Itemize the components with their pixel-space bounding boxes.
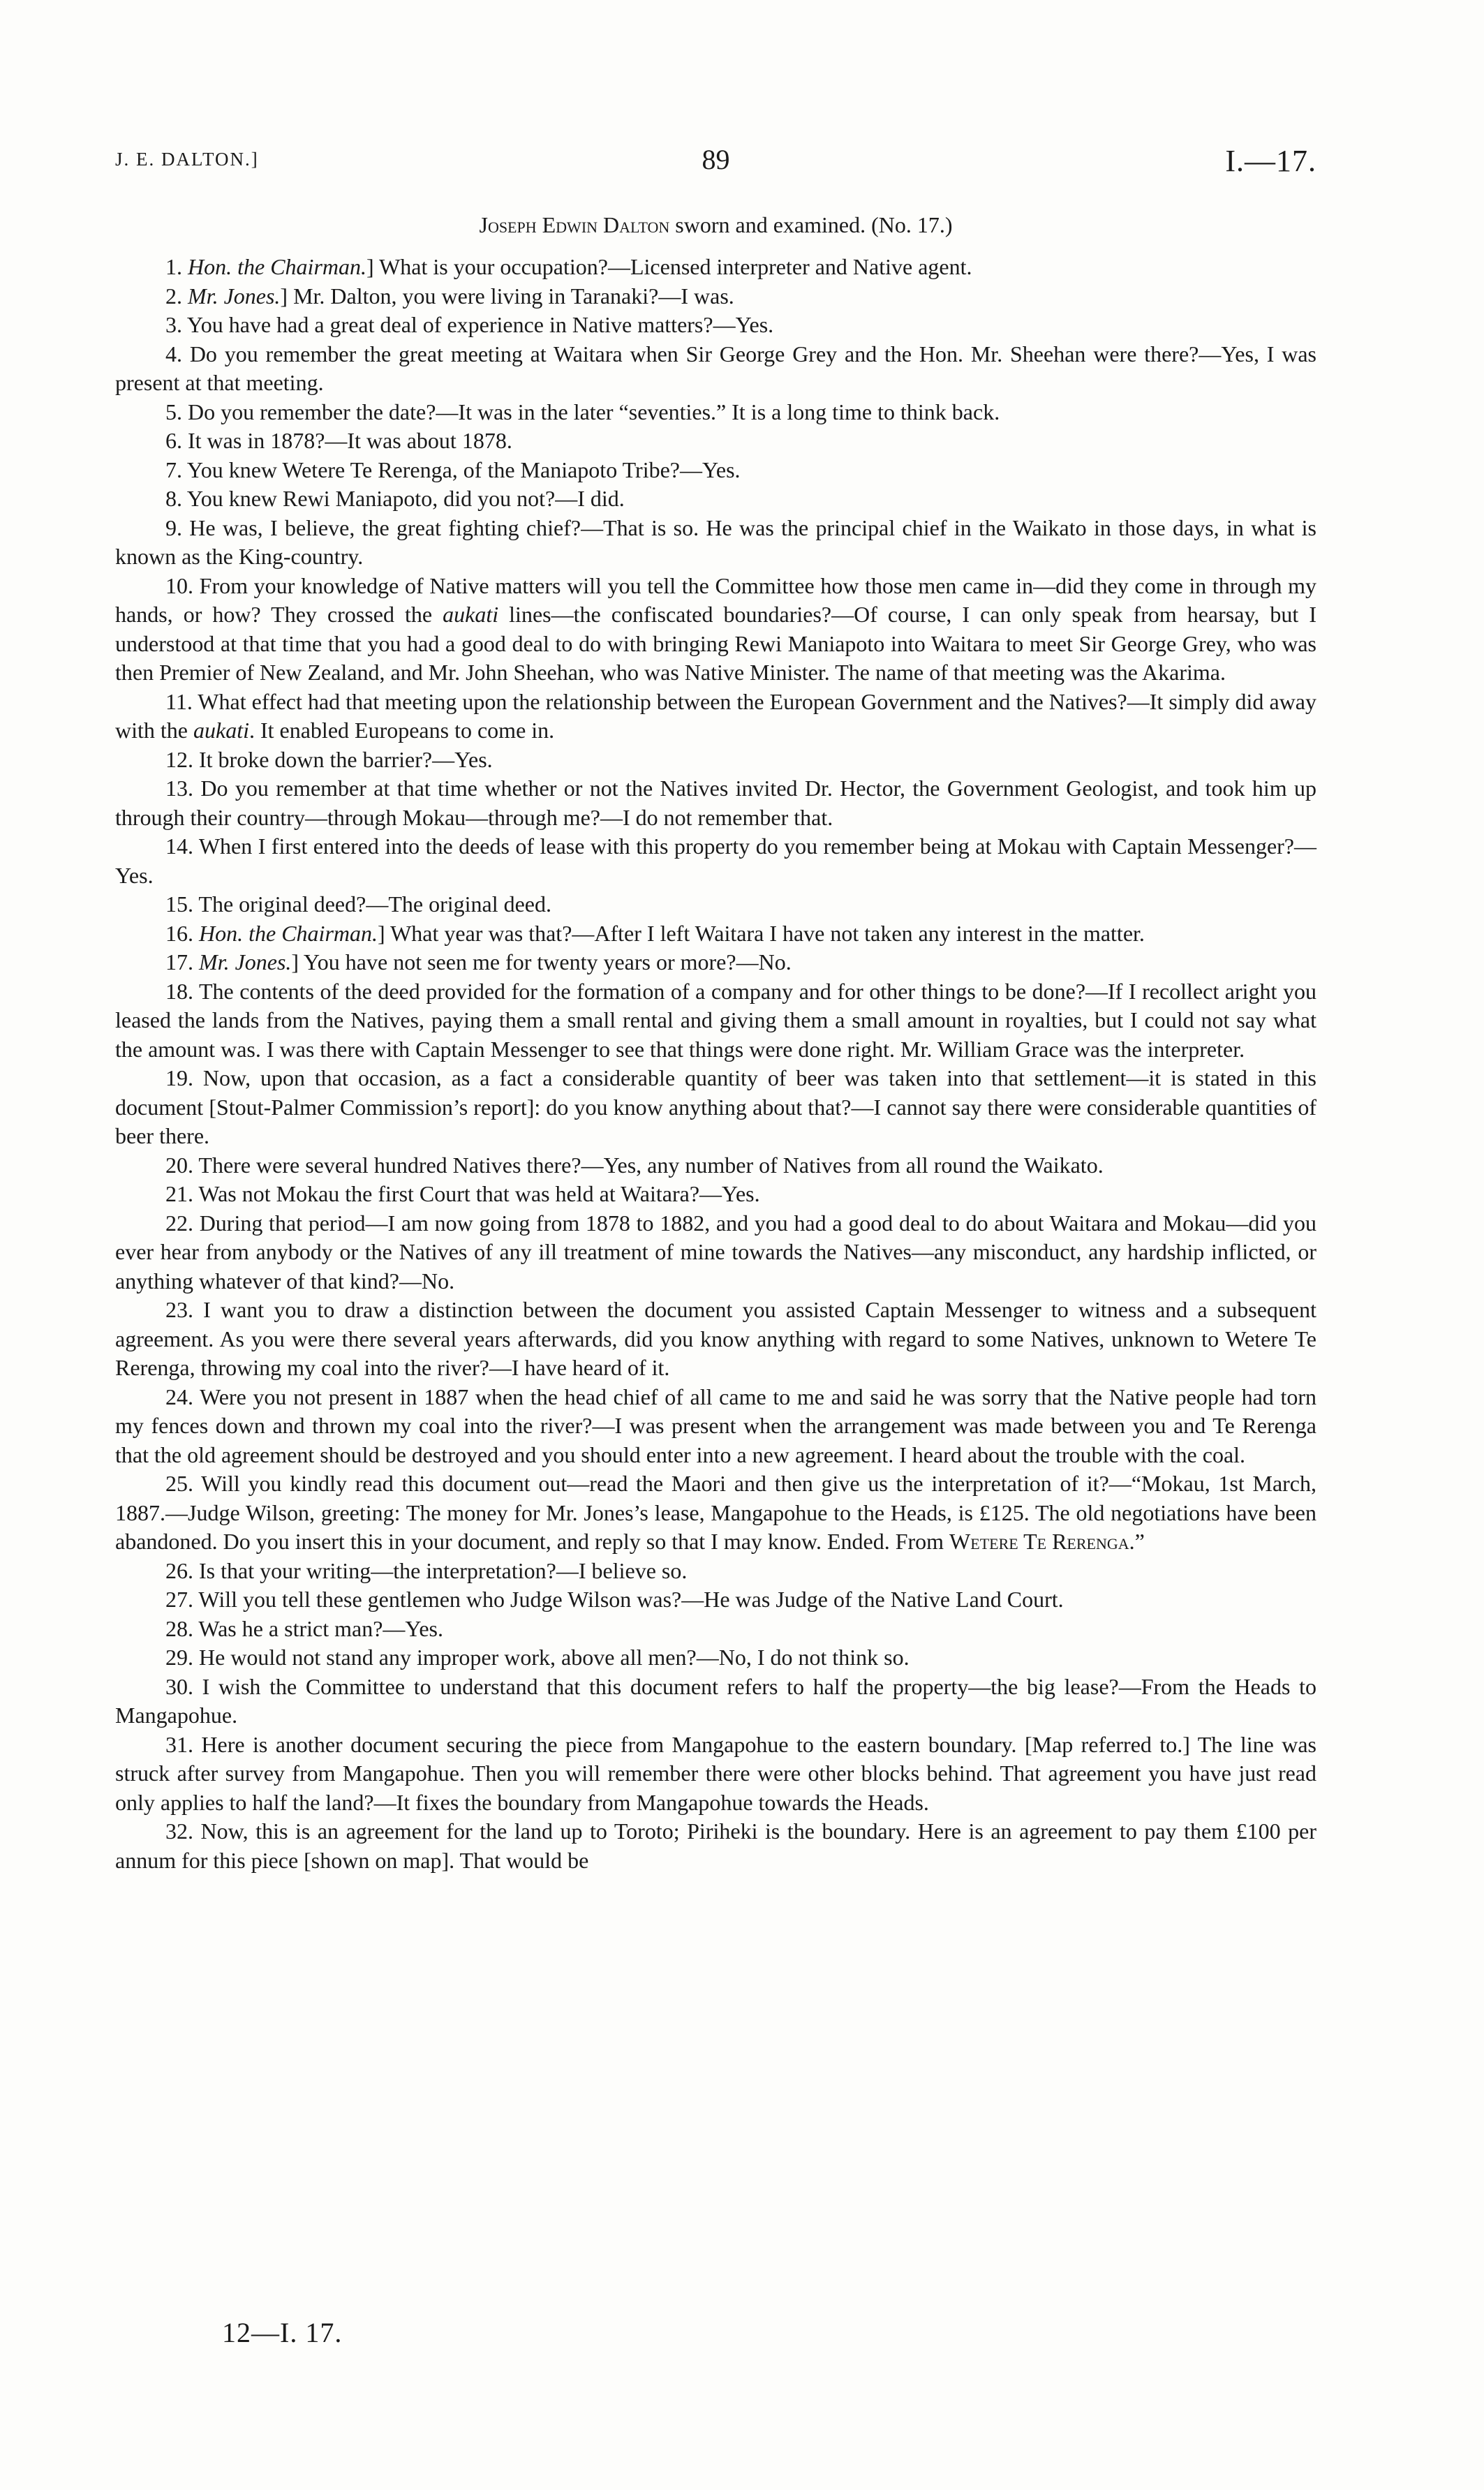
question-25: 25. Will you kindly read this document out—read the Maori and then give us the interpretation of it?—“Mokau, 1st March, 1887.—Judge Wilson, greeting: The money for Mr. Jones’s lease, Mangapohue to the Heads, is £125. The old negotiations have been abandoned. Do you insert this in your document, and reply so that I may know. Ended. From Wetere Te Rerenga.” [115, 1471, 1316, 1554]
evidence-body [115, 253, 1316, 1875]
question-18: 18. The contents of the deed provided for the formation of a company and for other things to be done?—If I recollect aright you leased the lands from the Natives, paying them a small rental and giving them a small amount in royalties, but I could not say what the amount was. I was there with Captain Messenger to see that things were done right. Mr. William Grace was the interpreter. [115, 978, 1316, 1062]
question-5: 5. Do you remember the date?—It was in the later “seventies.” It is a long time to think back. [165, 399, 1000, 424]
witness-title-rest: sworn and examined. (No. 17.) [669, 212, 953, 237]
question-11: 11. What effect had that meeting upon the relationship between the European Government and the Natives?—It simply did away with the aukati. It enabled Europeans to come in. [115, 688, 1316, 743]
question-9: 9. He was, I believe, the great fighting chief?—That is so. He was the principal chief in the Waikato in those days, in what is known as the King-country. [115, 514, 1316, 569]
question-3: 3. You have had a great deal of experience in Native matters?—Yes. [165, 312, 774, 337]
witness-name: Joseph Edwin Dalton [479, 212, 670, 237]
running-head-witness: J. E. DALTON.] [115, 149, 259, 170]
question-22: 22. During that period—I am now going from 1878 to 1882, and you had a good deal to do about Waitara and Mokau—did you ever hear from anybody or the Natives of any ill treatment of mine towards the Natives—any misconduct, any hardship inflicted, or anything whatever of that kind?—No. [115, 1210, 1316, 1294]
question-15: 15. The original deed?—The original deed. [165, 891, 551, 917]
question-17: 17. Mr. Jones.] You have not seen me for twenty years or more?—No. [165, 949, 792, 974]
witness-title [115, 212, 1316, 238]
question-7: 7. You knew Wetere Te Rerenga, of the Maniapoto Tribe?—Yes. [165, 457, 741, 482]
question-30: 30. I wish the Committee to understand that this document refers to half the property—the big lease?—From the Heads to Mangapohue. [115, 1673, 1316, 1728]
question-26: 26. Is that your writing—the interpretation?—I believe so. [165, 1557, 688, 1583]
question-29: 29. He would not stand any improper work, above all men?—No, I do not think so. [165, 1645, 910, 1670]
question-14: 14. When I first entered into the deeds of lease with this property do you remember being at Mokau with Captain Messenger?—Yes. [115, 833, 1316, 888]
question-13: 13. Do you remember at that time whether or not the Natives invited Dr. Hector, the Government Geologist, and took him up through their country—through Mokau—through me?—I do not remember that. [115, 776, 1316, 830]
question-6: 6. It was in 1878?—It was about 1878. [165, 428, 512, 453]
question-4: 4. Do you remember the great meeting at Waitara when Sir George Grey and the Hon. Mr. Sheehan were there?—Yes, I was present at that meeting. [115, 341, 1316, 395]
question-23: 23. I want you to draw a distinction between the document you assisted Captain Messenger to witness and a subsequent agreement. As you were there several years afterwards, did you know anything with regard to some Natives, unknown to Wetere Te Rerenga, throwing my coal into the river?—I have heard of it. [115, 1297, 1316, 1380]
page-header [115, 143, 1316, 185]
paper-reference: I.—17. [1225, 144, 1316, 178]
question-8: 8. You knew Rewi Maniapoto, did you not?—I did. [165, 486, 625, 511]
printer-signature: 12—I. 17. [222, 2317, 343, 2348]
question-21: 21. Was not Mokau the first Court that was held at Waitara?—Yes. [165, 1181, 760, 1206]
question-28: 28. Was he a strict man?—Yes. [165, 1615, 443, 1641]
question-32: 32. Now, this is an agreement for the land up to Toroto; Piriheki is the boundary. Here is an agreement to pay them £100 per annum for this piece [shown on map]. That would be [115, 1818, 1316, 1873]
question-31: 31. Here is another document securing the piece from Mangapohue to the eastern boundary. [Map referred to.] The line was struck after survey from Mangapohue. Then you will remember there were other blocks behind. That agreement you have just read only applies to half the land?—It fixes the boundary from Mangapohue towards the Heads. [115, 1731, 1316, 1815]
question-16: 16. Hon. the Chairman.] What year was that?—After I left Waitara I have not taken any interest in the matter. [165, 920, 1145, 946]
question-20: 20. There were several hundred Natives there?—Yes, any number of Natives from all round the Waikato. [165, 1152, 1104, 1178]
question-24: 24. Were you not present in 1887 when the head chief of all came to me and said he was sorry that the Native people had torn my fences down and thrown my coal into the river?—I was present when the arrangement was made between you and Te Rerenga that the old agreement should be destroyed and you should enter into a new agreement. I heard about the trouble with the coal. [115, 1384, 1316, 1467]
question-1: 1. Hon. the Chairman.] What is your occupation?—Licensed interpreter and Native agent. [165, 254, 972, 279]
question-27: 27. Will you tell these gentlemen who Judge Wilson was?—He was Judge of the Native Land Court. [165, 1587, 1064, 1612]
question-2: 2. Mr. Jones.] Mr. Dalton, you were living in Taranaki?—I was. [165, 283, 734, 309]
question-12: 12. It broke down the barrier?—Yes. [165, 746, 493, 772]
page-number: 89 [702, 144, 730, 175]
question-19: 19. Now, upon that occasion, as a fact a considerable quantity of beer was taken into that settlement—it is stated in this document [Stout-Palmer Commission’s report]: do you know anything about that?—I cannot say there were considerable quantities of beer there. [115, 1065, 1316, 1148]
question-10: 10. From your knowledge of Native matters will you tell the Committee how those men came in—did they come in through my hands, or how? They crossed the aukati lines—the confiscated boundaries?—Of course, I can only speak from hearsay, but I understood at that time that you had a good deal to do with bringing Rewi Maniapoto into Waitara to meet Sir George Grey, who was then Premier of New Zealand, and Mr. John Sheehan, who was Native Minister. The name of that meeting was the Akarima. [115, 572, 1317, 685]
